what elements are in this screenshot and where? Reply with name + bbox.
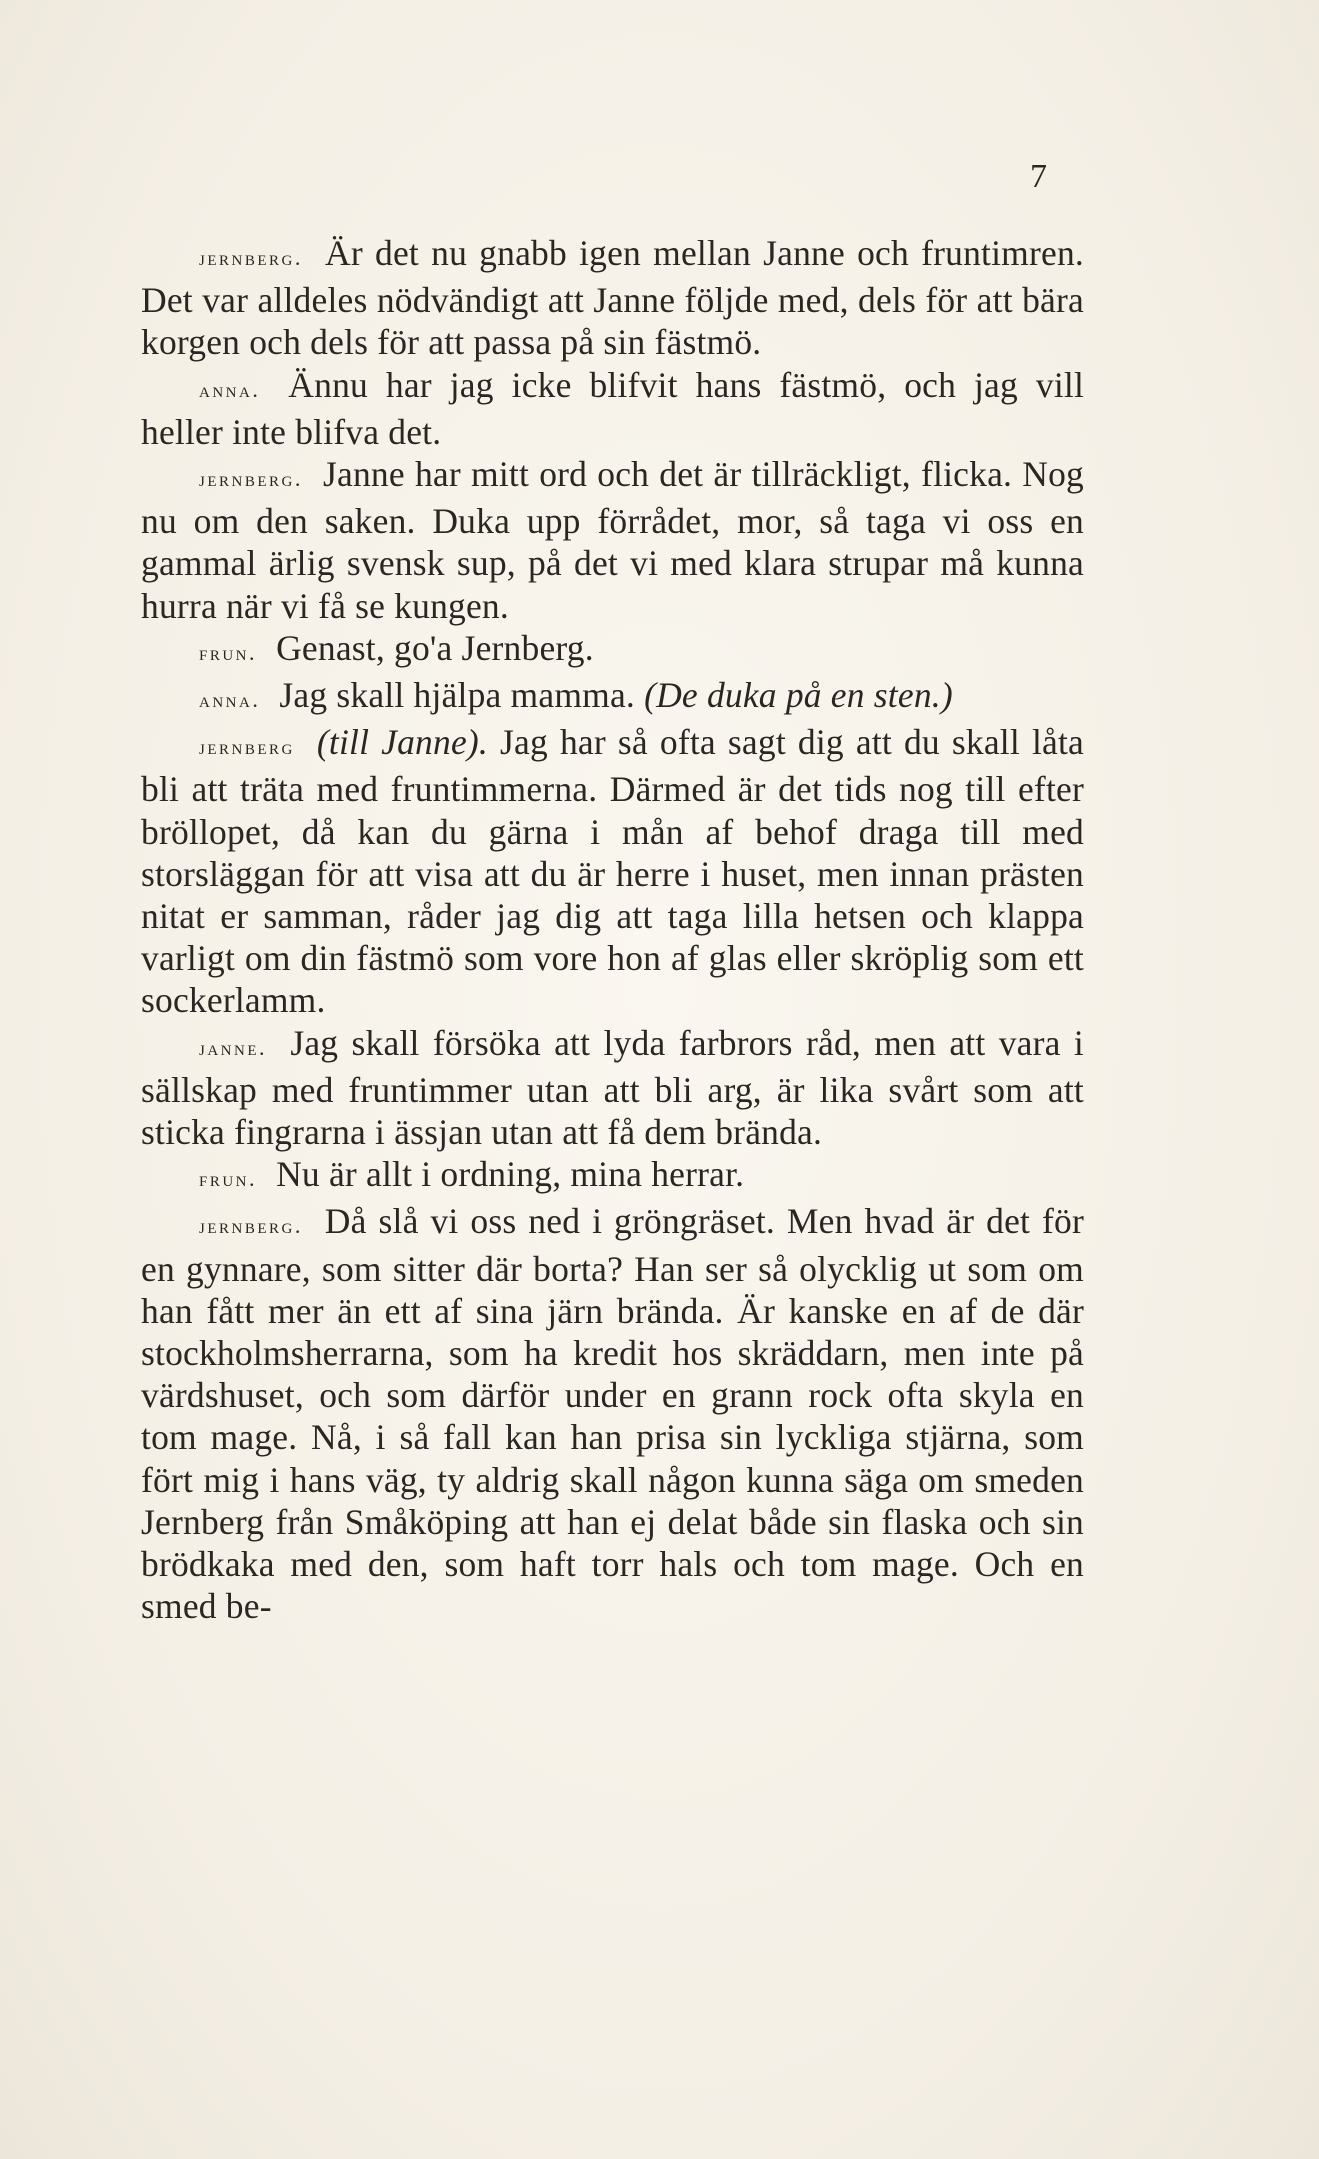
dialogue-text: Jag skall hjälpa mamma. — [279, 675, 635, 716]
speaker-name: anna. — [199, 687, 261, 713]
page-number: 7 — [1030, 158, 1047, 195]
dialogue-text: Genast, go'a Jernberg. — [276, 627, 594, 668]
dialogue-text: Jag skall försöka att lyda farbrors råd, men att vara i sällskap med fruntimmer utan att bli arg, är lika svårt som att sticka fingrarna i ässjan utan att få dem brända. — [141, 1022, 1084, 1153]
speaker-name: jernberg. — [199, 466, 303, 492]
dialogue-paragraph — [141, 627, 1084, 674]
dialogue-text: Då slå vi oss ned i gröngräset. Men hvad är det för en gynnare, som sitter där borta? Han ser så olycklig ut som om han fått mer än ett af sina järn brända. Är kanske en af de där stockholmsherrarna, som ha kredit hos skräddarn, men inte på värdshuset, och som därför under en grann rock ofta skyla en tom mage. Nå, i så fall kan han prisa sin lyckliga stjärna, som fört mig i hans väg, ty aldrig skall någon kunna säga om smeden Jernberg från Småköping att han ej delat både sin flaska och sin brödkaka med den, som haft torr hals och tom mage. Och en smed be- — [141, 1201, 1085, 1627]
dialogue-paragraph — [141, 453, 1084, 627]
dialogue-paragraph — [141, 674, 1084, 721]
dialogue-paragraph — [141, 721, 1084, 1021]
play-text — [141, 232, 1084, 1628]
dialogue-paragraph — [141, 232, 1084, 364]
dialogue-text: Ännu har jag icke blifvit hans fästmö, och jag vill heller inte blifva det. — [141, 364, 1085, 452]
speaker-name: janne. — [199, 1034, 267, 1060]
stage-direction: (till Janne). — [316, 722, 489, 763]
dialogue-paragraph — [141, 1200, 1084, 1627]
dialogue-paragraph — [141, 364, 1084, 453]
speaker-name: jernberg. — [199, 1213, 303, 1239]
speaker-name: jernberg — [199, 734, 295, 760]
speaker-name: frun. — [199, 1166, 258, 1192]
speaker-name: anna. — [199, 376, 261, 402]
dialogue-text: Jag har så ofta sagt dig att du skall låta bli att träta med fruntimmerna. Därmed är det tids nog till efter bröllopet, då kan du gärna i mån af behof draga till med storsläggan för att visa att du är herre i huset, men innan prästen nitat er samman, råder jag dig att taga lilla hetsen och klappa varligt om din fästmö som vore hon af glas eller skröplig som ett sockerlamm. — [141, 722, 1084, 1021]
dialogue-text: Nu är allt i ordning, mina herrar. — [276, 1154, 745, 1195]
speaker-name: frun. — [199, 639, 258, 665]
dialogue-text: Är det nu gnabb igen mellan Janne och fruntimren. Det var alldeles nödvändigt att Janne följde med, dels för att bära korgen och dels för att passa på sin fästmö. — [141, 233, 1084, 363]
speaker-name: jernberg. — [199, 245, 303, 270]
dialogue-paragraph — [141, 1153, 1084, 1200]
dialogue-paragraph — [141, 1022, 1084, 1154]
stage-direction: (De duka på en sten.) — [644, 675, 953, 716]
dialogue-text: Janne har mitt ord och det är tillräckligt, flicka. Nog nu om den saken. Duka upp förrådet, mor, så taga vi oss en gammal ärlig svensk sup, på det vi med klara strupar må kunna hurra när vi få se kungen. — [141, 454, 1084, 626]
